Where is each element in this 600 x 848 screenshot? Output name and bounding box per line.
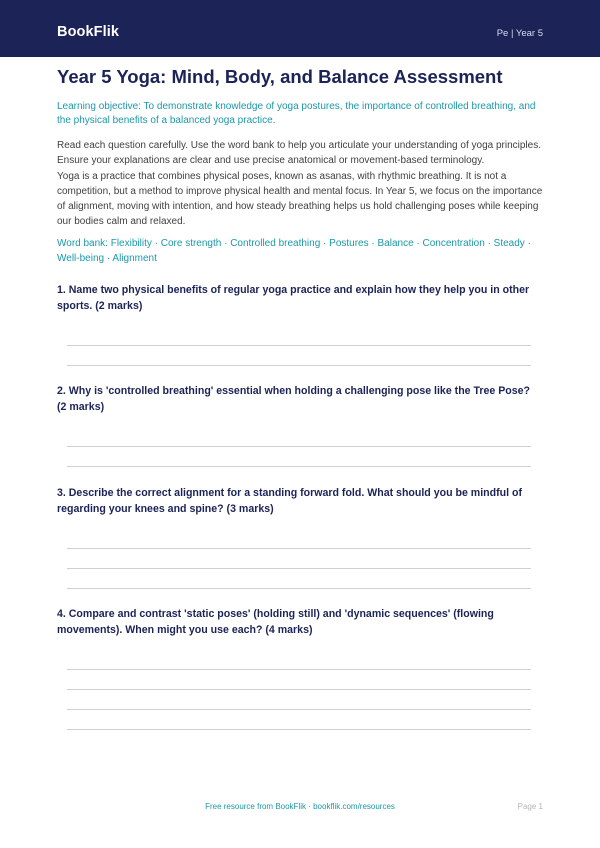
footer-credit[interactable]: Free resource from BookFlik · bookflik.com/resources xyxy=(205,802,395,811)
question-1: 1. Name two physical benefits of regular yoga practice and explain how they help you in other sports. (2 marks) xyxy=(57,284,530,312)
question-4: 4. Compare and contrast 'static poses' (holding still) and 'dynamic sequences' (flowing movements). When might you use each? (4 marks) xyxy=(57,608,494,636)
page-number: Page 1 xyxy=(517,802,543,811)
answer-line[interactable] xyxy=(67,588,531,589)
learning-objective: Learning objective: To demonstrate knowledge of yoga postures, the importance of controlled breathing, and the physical benefits of a balanced yoga practice. xyxy=(57,101,536,126)
page-title: Year 5 Yoga: Mind, Body, and Balance Assessment xyxy=(57,66,503,87)
answer-line[interactable] xyxy=(67,669,531,670)
subject-year-label: Pe | Year 5 xyxy=(496,28,543,39)
answer-line[interactable] xyxy=(67,548,531,549)
header-bar xyxy=(0,0,600,57)
answer-line[interactable] xyxy=(67,446,531,447)
question-3: 3. Describe the correct alignment for a standing forward fold. What should you be mindful of regarding your knees and spine? (3 marks) xyxy=(57,487,522,515)
word-bank: Word bank: Flexibility · Core strength · Controlled breathing · Postures · Balance · Concentration · Steady · Well-being · Alignment xyxy=(57,238,531,264)
answer-line[interactable] xyxy=(67,729,531,730)
answer-line[interactable] xyxy=(67,568,531,569)
answer-line[interactable] xyxy=(67,466,531,467)
question-2: 2. Why is 'controlled breathing' essential when holding a challenging pose like the Tree Pose? (2 marks) xyxy=(57,385,531,413)
instructions-text: Read each question carefully. Use the word bank to help you articulate your understanding of yoga principles. Ensure your explanations are clear and use precise anatomical or movement-based terminology. xyxy=(57,140,541,166)
answer-line[interactable] xyxy=(67,689,531,690)
brand-logo-text[interactable]: BookFlik xyxy=(57,24,120,40)
answer-line[interactable] xyxy=(67,365,531,366)
answer-line[interactable] xyxy=(67,345,531,346)
answer-line[interactable] xyxy=(67,709,531,710)
intro-paragraph: Yoga is a practice that combines physical poses, known as asanas, with rhythmic breathing. It is not a competition, but a method to improve physical health and mental focus. In Year 5, we focus on the importance of alignment, moving with intention, and how steady breathing helps us hold challenging poses while keeping our bodies calm and relaxed. xyxy=(57,171,543,227)
